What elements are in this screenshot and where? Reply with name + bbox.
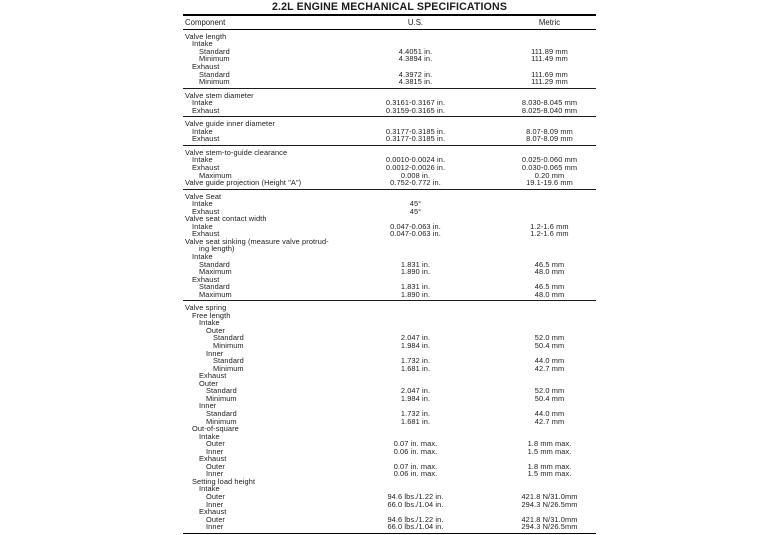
us-value: 1.732 in.: [400, 356, 431, 366]
metric-value: 111.89 mm: [531, 46, 568, 56]
component-label: Valve guide inner diameter: [185, 119, 275, 129]
component-label: Valve seat sinking (measure valve protrud-: [185, 236, 329, 246]
component-label: Valve spring: [185, 303, 227, 313]
metric-value: 8.07-8.09 mm: [526, 134, 573, 144]
metric-value: 19.1-19.6 mm: [526, 178, 573, 188]
us-value: [328, 312, 503, 320]
component-label: Exhaust: [199, 371, 227, 381]
metric-value: 8.030-8.045 mm: [521, 98, 578, 108]
us-value: 1.732 in.: [400, 408, 431, 418]
table-row: [183, 342, 596, 350]
table-section: [183, 301, 596, 533]
table-section: [183, 117, 596, 146]
table-row: [183, 245, 596, 253]
table-row: [183, 55, 596, 63]
component-label: Intake: [192, 155, 213, 165]
metric-value: [503, 304, 596, 312]
metric-value: 1.2-1.6 mm: [530, 221, 569, 231]
component-label: Inner: [206, 522, 224, 532]
metric-value: [503, 319, 596, 327]
component-label: Standard: [213, 356, 244, 366]
component-label: Outer: [206, 439, 225, 449]
metric-value: 8.07-8.09 mm: [526, 126, 573, 136]
metric-value: 8.025-8.040 mm: [521, 105, 578, 115]
us-value: 0.06 in. max.: [393, 446, 438, 456]
table-row: [183, 365, 596, 373]
table-row: [183, 33, 596, 41]
component-label: Intake: [192, 39, 213, 49]
metric-value: [503, 238, 596, 246]
metric-value: 421.8 N/31.0mm: [521, 514, 578, 524]
us-value: 1.984 in.: [400, 393, 431, 403]
metric-value: 52.0 mm: [534, 386, 565, 396]
us-value: 1.831 in.: [400, 282, 431, 292]
component-label: Standard: [199, 259, 230, 269]
us-value: 66.0 lbs./1.04 in.: [387, 499, 444, 509]
us-value: 0.008 in.: [400, 170, 431, 180]
metric-value: 50.4 mm: [534, 393, 565, 403]
table-row: [183, 193, 596, 201]
metric-value: [503, 312, 596, 320]
metric-value: [503, 200, 596, 208]
us-value: 0.0010-0.0024 in.: [385, 155, 446, 165]
metric-value: 48.0 mm: [534, 289, 565, 299]
component-label: Valve stem-to-guide clearance: [185, 147, 288, 157]
table-row: [183, 418, 596, 426]
metric-value: 111.49 mm: [531, 54, 568, 64]
component-label: Exhaust: [192, 206, 220, 216]
component-label: Standard: [206, 386, 237, 396]
component-label: Intake: [192, 221, 213, 231]
component-label: Standard: [213, 333, 244, 343]
component-label: ing length): [199, 244, 235, 254]
page-title: 2.2L ENGINE MECHANICAL SPECIFICATIONS: [271, 1, 508, 13]
col-header-component: Component: [185, 17, 226, 27]
component-label: Exhaust: [192, 134, 220, 144]
metric-value: [503, 425, 596, 433]
component-label: Outer: [206, 514, 225, 524]
spec-table: [183, 0, 596, 534]
us-value: 94.6 lbs./1.22 in.: [387, 514, 444, 524]
us-value: [328, 245, 503, 253]
table-header: [183, 16, 596, 30]
us-value: 1.681 in.: [400, 416, 431, 426]
component-label: Minimum: [206, 416, 237, 426]
metric-value: 1.2-1.6 mm: [530, 229, 569, 239]
table-row: [183, 372, 596, 380]
component-label: Minimum: [206, 393, 237, 403]
component-label: Minimum: [199, 77, 230, 87]
us-value: [328, 238, 503, 246]
component-label: Exhaust: [192, 105, 220, 115]
component-label: Valve stem diameter: [185, 90, 254, 100]
table-row: [183, 78, 596, 86]
table-row: [183, 238, 596, 246]
metric-value: [503, 478, 596, 486]
metric-value: [503, 208, 596, 216]
table-row: [183, 395, 596, 403]
metric-value: 111.69 mm: [531, 69, 568, 79]
table-row: [183, 268, 596, 276]
component-label: Intake: [192, 98, 213, 108]
us-value: 2.047 in.: [400, 333, 431, 343]
us-value: 0.07 in. max.: [393, 461, 438, 471]
us-value: 1.890 in.: [400, 289, 431, 299]
table-section: [183, 30, 596, 89]
us-value: [328, 425, 503, 433]
component-label: Minimum: [213, 341, 244, 351]
component-label: Outer: [199, 378, 218, 388]
us-value: 1.984 in.: [400, 341, 431, 351]
component-label: Intake: [192, 126, 213, 136]
metric-value: 0.025-0.060 mm: [521, 155, 578, 165]
metric-value: 42.7 mm: [534, 416, 565, 426]
component-label: Exhaust: [192, 229, 220, 239]
table-row: [183, 179, 596, 187]
table-body: [183, 30, 596, 534]
component-label: Valve guide projection (Height "A"): [185, 178, 302, 188]
us-value: 0.047-0.063 in.: [390, 229, 441, 239]
metric-value: [503, 193, 596, 201]
us-value: 1.681 in.: [400, 363, 431, 373]
us-value: [328, 478, 503, 486]
component-label: Out-of-square: [192, 424, 239, 434]
table-section: [183, 89, 596, 118]
metric-value: 421.8 N/31.0mm: [521, 491, 578, 501]
us-value: 0.06 in. max.: [393, 469, 438, 479]
metric-value: 44.0 mm: [534, 356, 565, 366]
us-value: 45°: [409, 199, 422, 209]
component-label: Intake: [192, 199, 213, 209]
metric-value: 48.0 mm: [534, 267, 565, 277]
component-label: Standard: [199, 69, 230, 79]
us-value: 1.831 in.: [400, 259, 431, 269]
metric-value: 1.8 mm max.: [527, 461, 572, 471]
us-value: 4.3815 in.: [398, 77, 433, 87]
component-label: Intake: [199, 431, 220, 441]
us-value: 4.3894 in.: [398, 54, 433, 64]
component-label: Outer: [206, 461, 225, 471]
us-value: 0.3177-0.3185 in.: [385, 134, 446, 144]
us-value: [328, 319, 503, 327]
us-value: 4.3972 in.: [398, 69, 433, 79]
component-label: Exhaust: [192, 61, 220, 71]
metric-value: 0.030-0.065 mm: [521, 163, 578, 172]
component-label: Standard: [206, 408, 237, 418]
component-label: Exhaust: [192, 274, 220, 284]
component-label: Inner: [206, 446, 224, 456]
metric-value: 1.5 mm max.: [527, 446, 572, 456]
metric-value: 44.0 mm: [534, 408, 565, 418]
us-value: 66.0 lbs./1.04 in.: [387, 522, 444, 532]
metric-value: 52.0 mm: [534, 333, 565, 343]
component-label: Valve length: [185, 31, 227, 41]
us-value: 94.6 lbs./1.22 in.: [387, 491, 444, 501]
table-section: [183, 190, 596, 302]
table-row: [183, 523, 596, 531]
metric-value: [503, 245, 596, 253]
component-label: Minimum: [213, 363, 244, 373]
us-value: 1.890 in.: [400, 267, 431, 277]
metric-value: [503, 372, 596, 380]
metric-value: 42.7 mm: [534, 363, 565, 373]
component-label: Exhaust: [192, 163, 220, 172]
component-label: Standard: [199, 46, 230, 56]
metric-value: 46.5 mm: [534, 259, 565, 269]
us-value: 2.047 in.: [400, 386, 431, 396]
metric-value: 50.4 mm: [534, 341, 565, 351]
us-value: 4.4051 in.: [398, 46, 433, 56]
component-label: Inner: [199, 401, 217, 411]
us-value: 0.752-0.772 in.: [390, 178, 441, 188]
component-label: Exhaust: [199, 454, 227, 464]
component-label: Valve seat contact width: [185, 214, 267, 224]
component-label: Inner: [206, 469, 224, 479]
component-label: Valve Seat: [185, 191, 222, 201]
us-value: [328, 33, 503, 41]
us-value: 45°: [409, 206, 422, 216]
table-row: [183, 135, 596, 143]
metric-value: 294.3 N/26.5mm: [521, 522, 578, 532]
component-label: Inner: [206, 499, 224, 509]
us-value: 0.07 in. max.: [393, 439, 438, 449]
metric-value: 1.8 mm max.: [527, 439, 572, 449]
table-row: [183, 501, 596, 509]
table-row: [183, 107, 596, 115]
table-row: [183, 200, 596, 208]
col-header-metric: Metric: [538, 17, 561, 27]
table-row: [183, 304, 596, 312]
us-value: 0.047-0.063 in.: [390, 221, 441, 231]
component-label: Intake: [199, 318, 220, 328]
component-label: Setting load height: [192, 476, 256, 486]
table-row: [183, 291, 596, 299]
us-value: [328, 372, 503, 380]
component-label: Intake: [192, 252, 213, 262]
us-value: 0.3177-0.3185 in.: [385, 126, 446, 136]
metric-value: 46.5 mm: [534, 282, 565, 292]
component-label: Maximum: [199, 170, 232, 180]
component-label: Standard: [199, 282, 230, 292]
component-label: Minimum: [199, 54, 230, 64]
us-value: 0.3159-0.3165 in.: [385, 105, 446, 115]
table-row: [183, 319, 596, 327]
component-label: Maximum: [199, 267, 232, 277]
table-section: [183, 146, 596, 190]
table-row: [183, 425, 596, 433]
component-label: Free length: [192, 310, 231, 320]
col-header-us: U.S.: [407, 17, 424, 27]
us-value: 0.3161-0.3167 in.: [385, 98, 446, 108]
component-label: Outer: [206, 325, 225, 335]
us-value: 0.0012-0.0026 in.: [385, 163, 446, 172]
component-label: Exhaust: [199, 507, 227, 517]
metric-value: [503, 33, 596, 41]
table-row: [183, 312, 596, 320]
metric-value: 0.20 mm: [534, 170, 565, 180]
component-label: Maximum: [199, 289, 232, 299]
table-row: [183, 448, 596, 456]
us-value: [328, 304, 503, 312]
table-row: [183, 478, 596, 486]
metric-value: 111.29 mm: [531, 77, 568, 87]
metric-value: 1.5 mm max.: [527, 469, 572, 479]
component-label: Intake: [199, 484, 220, 494]
component-label: Outer: [206, 491, 225, 501]
metric-value: 294.3 N/26.5mm: [521, 499, 578, 509]
component-label: Inner: [206, 348, 224, 358]
